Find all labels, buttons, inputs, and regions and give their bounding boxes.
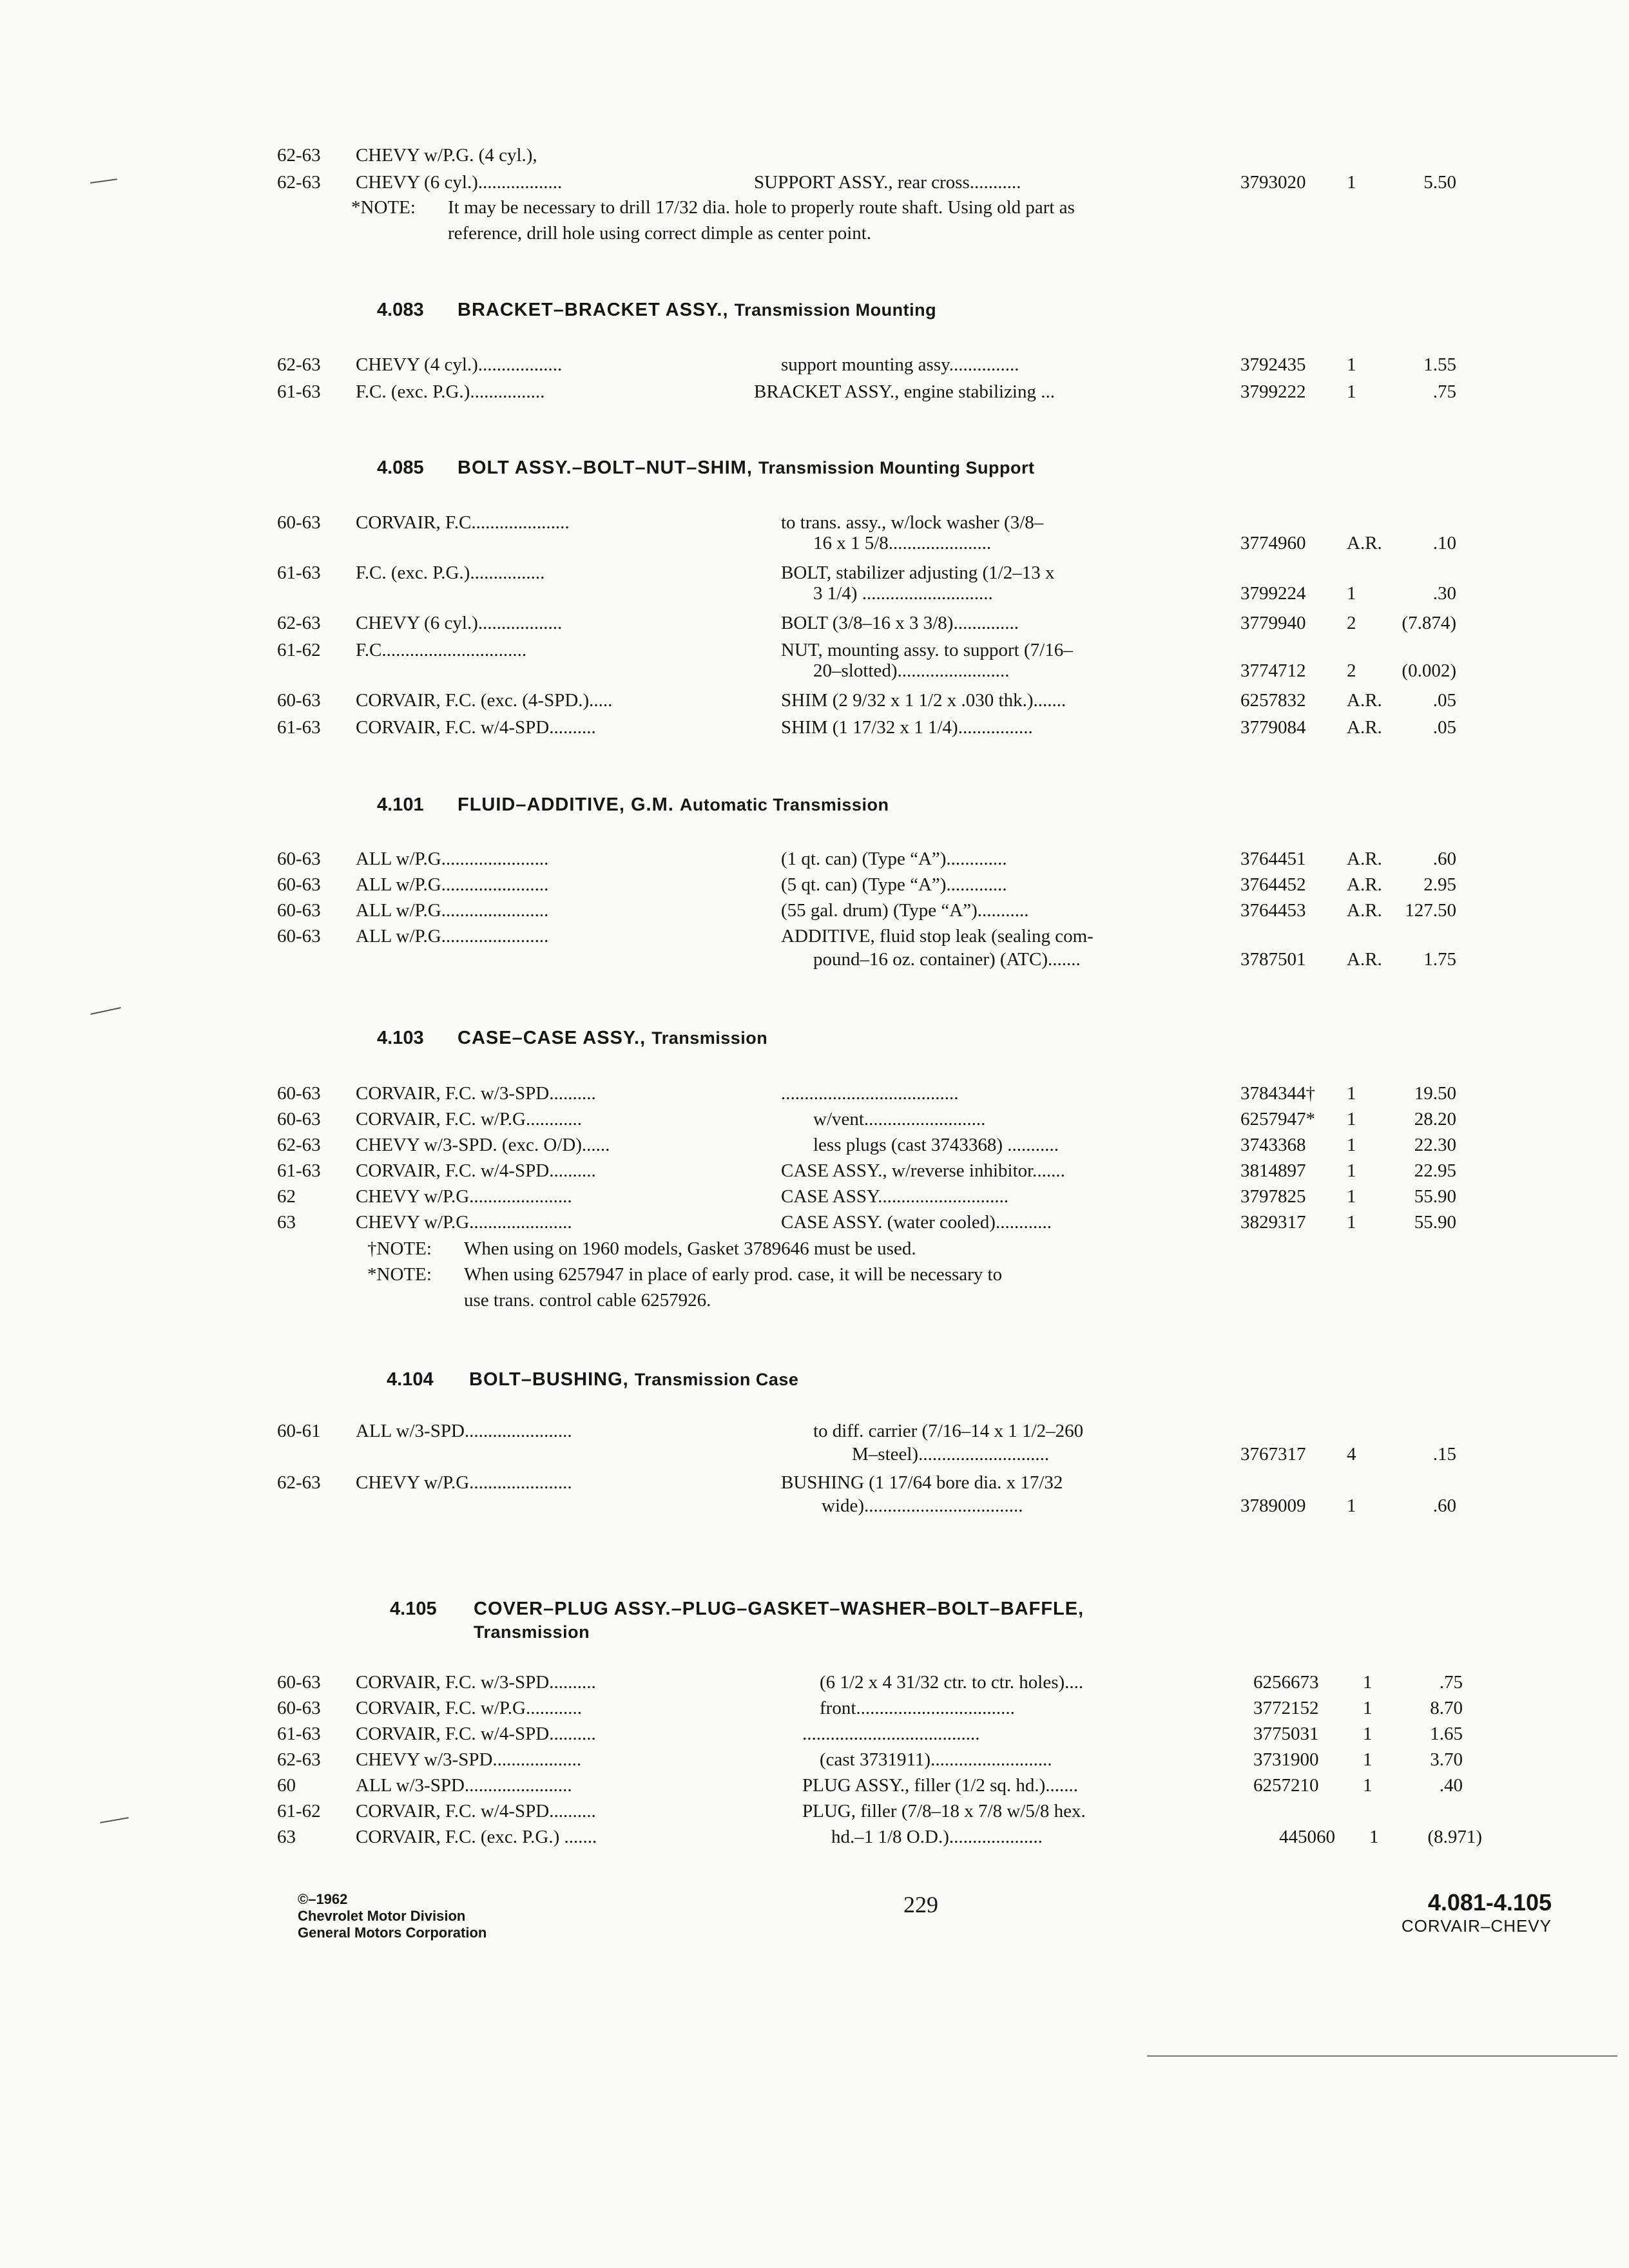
note-label: *NOTE: — [367, 1264, 432, 1285]
table-row — [0, 1772, 1629, 1799]
quantity-cell: 1 — [1363, 1672, 1373, 1693]
table-row — [0, 169, 1629, 196]
price-cell: .10 — [1432, 533, 1456, 553]
section-subtitle: Transmission Mounting — [734, 300, 937, 320]
description-cell: PLUG, filler (7/8–18 x 7/8 w/5/8 hex. — [802, 1801, 1086, 1821]
table-row — [0, 714, 1629, 741]
note-text: When using 6257947 in place of early prod. case, it will be necessary to — [464, 1264, 1003, 1285]
quantity-cell: 1 — [1347, 1212, 1356, 1233]
scan-edge-line — [1147, 2055, 1617, 2057]
table-row — [0, 897, 1629, 924]
part-number-cell: 3774712 — [1240, 660, 1306, 681]
model-cell: CHEVY w/P.G...................... — [356, 1186, 572, 1207]
section-subtitle: Transmission — [474, 1622, 590, 1642]
copyright: ©–1962 — [298, 1891, 348, 1907]
quantity-cell: 1 — [1347, 583, 1356, 604]
table-row — [0, 871, 1629, 898]
description-cell: ...................................... — [802, 1724, 980, 1744]
table-row — [0, 1746, 1629, 1773]
part-number-cell: 3774960 — [1240, 533, 1306, 553]
table-row — [0, 1798, 1629, 1825]
table-row — [0, 1669, 1629, 1696]
years-cell: 62-63 — [277, 354, 321, 375]
quantity-cell: 1 — [1347, 1495, 1356, 1516]
part-number-cell: 3792435 — [1240, 354, 1306, 375]
section-heading — [0, 454, 1629, 481]
division-name: Chevrolet Motor Division — [298, 1908, 466, 1924]
section-number: 4.083 — [377, 300, 424, 320]
model-cell: CORVAIR, F.C..................... — [356, 512, 570, 533]
part-number-cell: 3767317 — [1240, 1444, 1306, 1465]
years-cell: 60-61 — [277, 1421, 321, 1441]
model-cell: CORVAIR, F.C. w/4-SPD.......... — [356, 1801, 596, 1821]
section-subtitle: Transmission Case — [634, 1370, 799, 1389]
description-continuation: pound–16 oz. container) (ATC)....... — [813, 949, 1081, 970]
section-subtitle: Automatic Transmission — [679, 795, 889, 814]
part-number-cell: 3829317 — [1240, 1212, 1306, 1233]
years-cell: 61-63 — [277, 1160, 321, 1181]
section-title: BOLT ASSY.–BOLT–NUT–SHIM, — [458, 457, 753, 478]
table-row — [0, 1131, 1629, 1158]
description-cell: BOLT (3/8–16 x 3 3/8).............. — [781, 613, 1019, 633]
section-number: 4.103 — [377, 1028, 424, 1048]
part-number-cell: 3793020 — [1240, 172, 1306, 193]
description-cell: (cast 3731911).......................... — [820, 1749, 1052, 1770]
section-heading — [0, 296, 1629, 323]
model-cell: CHEVY w/P.G...................... — [356, 1212, 572, 1233]
quantity-cell: 1 — [1347, 172, 1356, 193]
description-cell: to diff. carrier (7/16–14 x 1 1/2–260 — [813, 1421, 1084, 1441]
table-row — [0, 580, 1629, 607]
description-cell: (1 qt. can) (Type “A”)............. — [781, 849, 1007, 869]
description-continuation: 16 x 1 5/8...................... — [813, 533, 992, 553]
quantity-cell: 1 — [1347, 354, 1356, 375]
price-cell: .05 — [1432, 690, 1456, 711]
part-number-cell: 3814897 — [1240, 1160, 1306, 1181]
description-cell: SUPPORT ASSY., rear cross........... — [754, 172, 1021, 193]
description-cell: PLUG ASSY., filler (1/2 sq. hd.)....... — [802, 1775, 1079, 1796]
table-row — [0, 610, 1629, 637]
part-number-cell: 3779084 — [1240, 717, 1306, 738]
price-cell: 22.95 — [1414, 1160, 1456, 1181]
quantity-cell: A.R. — [1347, 949, 1382, 970]
table-row — [0, 687, 1629, 714]
model-cell: CORVAIR, F.C. w/4-SPD.......... — [356, 1724, 596, 1744]
years-cell: 61-62 — [277, 640, 321, 660]
model-cell: ALL w/3-SPD....................... — [356, 1421, 572, 1441]
section-heading — [0, 791, 1629, 818]
table-row — [0, 142, 1629, 169]
part-number-cell: 3779940 — [1240, 613, 1306, 633]
description-cell: less plugs (cast 3743368) ........... — [813, 1135, 1059, 1155]
quantity-cell: 4 — [1347, 1444, 1356, 1465]
part-number-cell: 3764451 — [1240, 849, 1306, 869]
table-row — [0, 1695, 1629, 1722]
years-cell: 60-63 — [277, 512, 321, 533]
section-range-block — [1402, 1889, 1552, 1936]
part-number-cell: 3789009 — [1240, 1495, 1306, 1516]
price-cell: .05 — [1432, 717, 1456, 738]
price-cell: 5.50 — [1423, 172, 1456, 193]
model-cell: CORVAIR, F.C. (exc. P.G.) ....... — [356, 1827, 597, 1847]
years-cell: 61-63 — [277, 381, 321, 402]
price-cell: .15 — [1432, 1444, 1456, 1465]
years-cell: 61-63 — [277, 1724, 321, 1744]
table-row — [0, 1441, 1629, 1468]
description-cell: BRACKET ASSY., engine stabilizing ... — [754, 381, 1055, 402]
years-cell: 62-63 — [277, 145, 321, 166]
quantity-cell: A.R. — [1347, 533, 1382, 553]
description-cell: front.................................. — [820, 1698, 1015, 1718]
price-cell: .75 — [1439, 1672, 1463, 1693]
model-cell: CHEVY w/3-SPD. (exc. O/D)...... — [356, 1135, 610, 1155]
price-cell: (0.002) — [1402, 660, 1456, 681]
price-cell: .60 — [1432, 1495, 1456, 1516]
price-cell: 127.50 — [1405, 900, 1456, 921]
section-title: FLUID–ADDITIVE, G.M. — [458, 794, 674, 815]
model-cell: CORVAIR, F.C. w/4-SPD.......... — [356, 1160, 596, 1181]
quantity-cell: A.R. — [1347, 900, 1382, 921]
table-row — [0, 1209, 1629, 1236]
part-number-cell: 3787501 — [1240, 949, 1306, 970]
years-cell: 60-63 — [277, 849, 321, 869]
table-row — [0, 530, 1629, 557]
part-number-cell: 6257832 — [1240, 690, 1306, 711]
price-cell: 28.20 — [1414, 1109, 1456, 1129]
years-cell: 60 — [277, 1775, 296, 1796]
model-cell: CORVAIR, F.C. w/4-SPD.......... — [356, 717, 596, 738]
price-cell: 55.90 — [1414, 1186, 1456, 1207]
section-subtitle: Transmission Mounting Support — [758, 458, 1035, 477]
years-cell: 60-63 — [277, 690, 321, 711]
quantity-cell: A.R. — [1347, 849, 1382, 869]
table-row — [0, 1080, 1629, 1107]
description-cell: CASE ASSY., w/reverse inhibitor....... — [781, 1160, 1065, 1181]
description-cell: (5 qt. can) (Type “A”)............. — [781, 874, 1007, 895]
part-number-cell: 445060 — [1279, 1827, 1335, 1847]
part-number-cell: 3784344† — [1240, 1083, 1315, 1104]
model-cell: CORVAIR, F.C. w/3-SPD.......... — [356, 1672, 596, 1693]
section-title: CASE–CASE ASSY., — [458, 1028, 646, 1048]
model-cell: CHEVY w/3-SPD................... — [356, 1749, 582, 1770]
note-text: It may be necessary to drill 17/32 dia. hole to properly route shaft. Using old part as — [448, 197, 1075, 218]
years-cell: 62-63 — [277, 1135, 321, 1155]
table-row — [0, 1823, 1629, 1850]
part-number-cell: 3731900 — [1253, 1749, 1319, 1770]
part-number-cell: 3775031 — [1253, 1724, 1319, 1744]
quantity-cell: A.R. — [1347, 690, 1382, 711]
part-number-cell: 3772152 — [1253, 1698, 1319, 1718]
model-cell: CORVAIR, F.C. w/3-SPD.......... — [356, 1083, 596, 1104]
corporation-name: General Motors Corporation — [298, 1925, 487, 1941]
description-cell: ADDITIVE, fluid stop leak (sealing com- — [781, 926, 1094, 947]
description-cell: CASE ASSY. (water cooled)............ — [781, 1212, 1052, 1233]
description-continuation: 20–slotted)........................ — [813, 660, 1010, 681]
model-cell: ALL w/P.G....................... — [356, 926, 549, 947]
price-cell: 1.75 — [1423, 949, 1456, 970]
section-number: 4.101 — [377, 794, 424, 815]
part-number-cell: 3797825 — [1240, 1186, 1306, 1207]
description-cell: ...................................... — [781, 1083, 959, 1104]
price-cell: 22.30 — [1414, 1135, 1456, 1155]
years-cell: 61-62 — [277, 1801, 321, 1821]
description-cell: (55 gal. drum) (Type “A”)........... — [781, 900, 1029, 921]
section-number: 4.085 — [377, 457, 424, 478]
table-row — [0, 1106, 1629, 1133]
price-cell: 1.55 — [1423, 354, 1456, 375]
years-cell: 60-63 — [277, 1698, 321, 1718]
section-subtitle: Transmission — [651, 1028, 768, 1048]
years-cell: 60-63 — [277, 926, 321, 947]
note-label: †NOTE: — [367, 1238, 432, 1259]
table-row — [0, 1183, 1629, 1210]
table-row — [0, 1157, 1629, 1184]
years-cell: 60-63 — [277, 1672, 321, 1693]
price-cell: .40 — [1439, 1775, 1463, 1796]
quantity-cell: 1 — [1363, 1749, 1373, 1770]
years-cell: 62 — [277, 1186, 296, 1207]
model-cell: F.C............................... — [356, 640, 527, 660]
margin-mark — [90, 1007, 120, 1015]
description-cell: w/vent.......................... — [813, 1109, 986, 1129]
part-number-cell: 6257947* — [1240, 1109, 1315, 1129]
price-cell: 19.50 — [1414, 1083, 1456, 1104]
years-cell: 61-63 — [277, 717, 321, 738]
part-number-cell: 6256673 — [1253, 1672, 1319, 1693]
part-number-cell: 3764452 — [1240, 874, 1306, 895]
years-cell: 60-63 — [277, 874, 321, 895]
section-title: COVER–PLUG ASSY.–PLUG–GASKET–WASHER–BOLT–BAFFLE, — [474, 1599, 1084, 1619]
table-row — [0, 378, 1629, 405]
quantity-cell: A.R. — [1347, 717, 1382, 738]
table-row — [0, 351, 1629, 378]
quantity-cell: 1 — [1369, 1827, 1379, 1847]
years-cell: 61-63 — [277, 562, 321, 583]
model-cell: ALL w/P.G....................... — [356, 900, 549, 921]
price-cell: 8.70 — [1430, 1698, 1463, 1718]
model-cell: CORVAIR, F.C. (exc. (4-SPD.)..... — [356, 690, 613, 711]
description-cell: SHIM (2 9/32 x 1 1/2 x .030 thk.)....... — [781, 690, 1066, 711]
price-cell: (7.874) — [1402, 613, 1456, 633]
quantity-cell: 2 — [1347, 660, 1356, 681]
description-cell: CASE ASSY............................ — [781, 1186, 1009, 1207]
section-title: BRACKET–BRACKET ASSY., — [458, 300, 729, 320]
model-cell: CORVAIR, F.C. w/P.G............ — [356, 1698, 582, 1718]
model-cell: CHEVY (6 cyl.).................. — [356, 172, 563, 193]
section-heading — [0, 1366, 1629, 1393]
section-title: BOLT–BUSHING, — [469, 1369, 629, 1390]
note-label: *NOTE: — [351, 197, 416, 218]
years-cell: 63 — [277, 1827, 296, 1847]
quantity-cell: A.R. — [1347, 874, 1382, 895]
part-number-cell: 3799222 — [1240, 381, 1306, 402]
years-cell: 60-63 — [277, 1083, 321, 1104]
model-cell: ALL w/P.G....................... — [356, 849, 549, 869]
years-cell: 63 — [277, 1212, 296, 1233]
quantity-cell: 1 — [1347, 1135, 1356, 1155]
price-cell: .60 — [1432, 849, 1456, 869]
description-continuation: hd.–1 1/8 O.D.).................... — [831, 1827, 1043, 1847]
section-number: 4.105 — [390, 1599, 437, 1619]
part-number-cell: 6257210 — [1253, 1775, 1319, 1796]
note-text: reference, drill hole using correct dimple as center point. — [448, 223, 872, 244]
table-row — [0, 946, 1629, 973]
table-row — [0, 657, 1629, 684]
model-cell: ALL w/P.G....................... — [356, 874, 549, 895]
years-cell: 62-63 — [277, 172, 321, 193]
model-cell: F.C. (exc. P.G.)................ — [356, 562, 545, 583]
section-heading — [0, 1024, 1629, 1052]
price-cell: 3.70 — [1430, 1749, 1463, 1770]
description-continuation: M–steel)............................ — [852, 1444, 1050, 1465]
description-continuation: 3 1/4) ............................ — [813, 583, 993, 604]
years-cell: 62-63 — [277, 1472, 321, 1493]
description-cell: support mounting assy............... — [781, 354, 1019, 375]
model-cell: CHEVY w/P.G. (4 cyl.), — [356, 145, 537, 166]
description-continuation: wide).................................. — [822, 1495, 1023, 1516]
quantity-cell: 1 — [1363, 1698, 1373, 1718]
quantity-cell: 1 — [1347, 1083, 1356, 1104]
price-cell: 1.65 — [1430, 1724, 1463, 1744]
years-cell: 62-63 — [277, 1749, 321, 1770]
quantity-cell: 1 — [1363, 1724, 1373, 1744]
price-cell: 2.95 — [1423, 874, 1456, 895]
description-cell: NUT, mounting assy. to support (7/16– — [781, 640, 1073, 660]
quantity-cell: 1 — [1363, 1775, 1373, 1796]
note-text: When using on 1960 models, Gasket 3789646 must be used. — [464, 1238, 916, 1259]
model-cell: ALL w/3-SPD....................... — [356, 1775, 572, 1796]
table-row — [0, 845, 1629, 872]
model-cell: F.C. (exc. P.G.)................ — [356, 381, 545, 402]
quantity-cell: 2 — [1347, 613, 1356, 633]
model-cell: CHEVY (4 cyl.).................. — [356, 354, 563, 375]
part-number-cell: 3764453 — [1240, 900, 1306, 921]
model-cell: CHEVY (6 cyl.).................. — [356, 613, 563, 633]
description-cell: (6 1/2 x 4 31/32 ctr. to ctr. holes).... — [820, 1672, 1084, 1693]
quantity-cell: 1 — [1347, 381, 1356, 402]
description-cell: SHIM (1 17/32 x 1 1/4)................ — [781, 717, 1033, 738]
section-range: 4.081-4.105 — [1427, 1889, 1552, 1916]
years-cell: 62-63 — [277, 613, 321, 633]
quantity-cell: 1 — [1347, 1109, 1356, 1129]
vehicle-make: CORVAIR–CHEVY — [1401, 1916, 1552, 1936]
quantity-cell: 1 — [1347, 1186, 1356, 1207]
part-number-cell: 3743368 — [1240, 1135, 1306, 1155]
model-cell: CORVAIR, F.C. w/P.G............ — [356, 1109, 582, 1129]
part-number-cell: 3799224 — [1240, 583, 1306, 604]
price-cell: (8.971) — [1427, 1827, 1482, 1847]
description-cell: BOLT, stabilizer adjusting (1/2–13 x — [781, 562, 1055, 583]
table-row — [0, 1492, 1629, 1519]
years-cell: 60-63 — [277, 900, 321, 921]
price-cell: 55.90 — [1414, 1212, 1456, 1233]
quantity-cell: 1 — [1347, 1160, 1356, 1181]
price-cell: .75 — [1432, 381, 1456, 402]
description-cell: to trans. assy., w/lock washer (3/8– — [781, 512, 1044, 533]
page-number: 229 — [903, 1892, 938, 1917]
model-cell: CHEVY w/P.G...................... — [356, 1472, 572, 1493]
section-number: 4.104 — [387, 1369, 434, 1390]
table-row — [0, 1720, 1629, 1747]
note-text: use trans. control cable 6257926. — [464, 1290, 711, 1311]
years-cell: 60-63 — [277, 1109, 321, 1129]
price-cell: .30 — [1432, 583, 1456, 604]
description-cell: BUSHING (1 17/64 bore dia. x 17/32 — [781, 1472, 1063, 1493]
publisher-info — [298, 1891, 487, 1941]
section-heading — [0, 1595, 1629, 1622]
